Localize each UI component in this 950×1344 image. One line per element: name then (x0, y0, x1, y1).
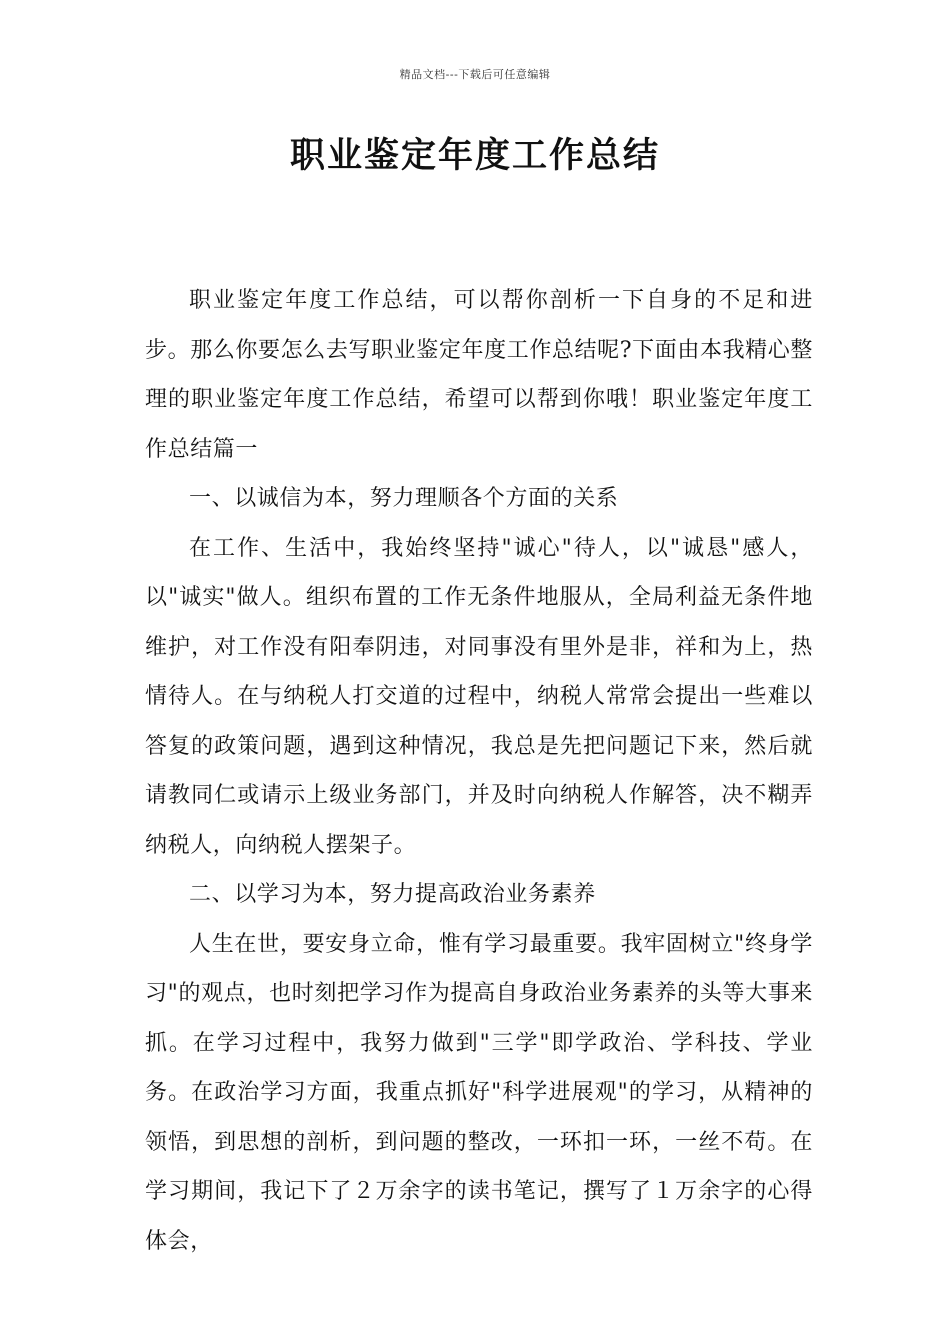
header-note: 精品文档---下载后可任意编辑 (399, 68, 551, 81)
document-body (145, 276, 813, 1266)
section-heading-integrity: 一、以诚信为本，努力理顺各个方面的关系 (189, 486, 619, 511)
paragraph-learning: 人生在世，要安身立命，惟有学习最重要。我牢固树立"终身学习"的观点，也时刻把学习作为提高自身政治业务素养的头等大事来抓。在学习过程中，我努力做到"三学"即学政治、学科技、学业务。在政治学习方面，我重点抓好"科学进展观"的学习，从精神的领悟，到思想的剖析，到问题的整改，一环扣一环，一丝不苟。在学习期间，我记下了２万余字的读书笔记，撰写了１万余字的心得体会， (145, 931, 813, 1254)
paragraph-intro: 职业鉴定年度工作总结，可以帮你剖析一下自身的不足和进步。那么你要怎么去写职业鉴定年度工作总结呢?下面由本我精心整理的职业鉴定年度工作总结，希望可以帮到你哦！职业鉴定年度工作总结篇一 (145, 288, 813, 462)
document-title: 职业鉴定年度工作总结 (289, 136, 660, 176)
paragraph-integrity: 在工作、生活中，我始终坚持"诚心"待人，以"诚恳"感人，以"诚实"做人。组织布置的工作无条件地服从，全局利益无条件地维护，对工作没有阳奉阴违，对同事没有里外是非，祥和为上，热情待人。在与纳税人打交道的过程中，纳税人常常会提出一些难以答复的政策问题，遇到这种情况，我总是先把问题记下来，然后就请教同仁或请示上级业务部门，并及时向纳税人作解答，决不糊弄纳税人，向纳税人摆架子。 (145, 535, 813, 858)
section-heading-learning: 二、以学习为本，努力提高政治业务素养 (189, 882, 596, 907)
